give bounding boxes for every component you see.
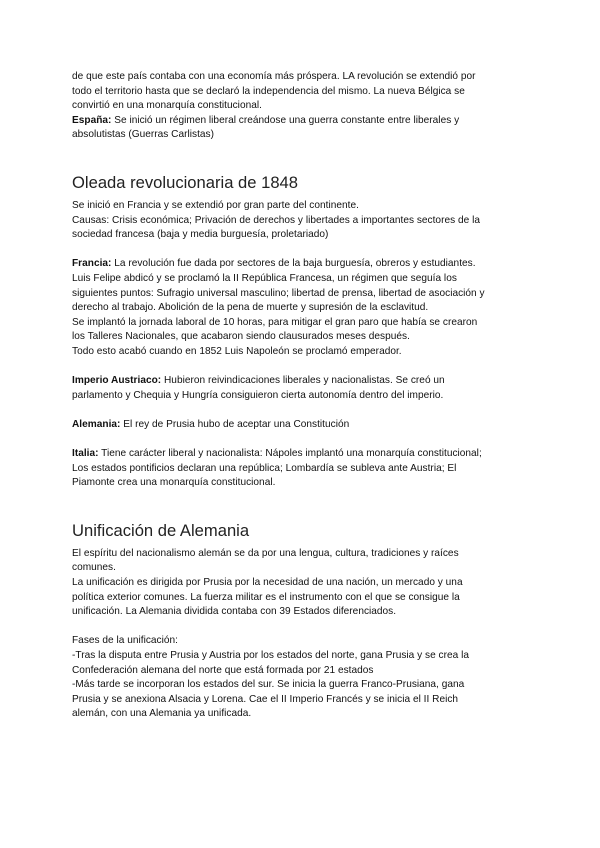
intro-line: de que este país contaba con una economía más próspera. LA revolución se extendió por [72,71,476,82]
italy-label: Italia: [72,448,99,460]
unification-line: El espíritu del nacionalismo alemán se da por una lengua, cultura, tradiciones y raíces [72,547,459,559]
phase-line: -Más tarde se incorporan los estados del sur. Se inicia la guerra Franco-Prusiana, gana [72,679,465,691]
phase-line: alemán, con una Alemania ya unificada. [72,708,252,720]
spain-label: España: [72,114,112,126]
phase-line: Prusia y se anexiona Alsacia y Lorena. Cae el II Imperio Francés y se inicia el II Reich [72,693,459,705]
phases-label: Fases de la unificación: [72,635,178,647]
austria-line: parlamento y Chequia y Hungría consiguieron cierta autonomía dentro del imperio. [72,389,444,401]
spain-paragraph [72,114,532,129]
germany-paragraph [72,418,532,433]
document-content [72,70,532,722]
austria-paragraph [72,374,532,389]
france-label: Francia: [72,258,112,270]
italy-text: Tiene carácter liberal y nacionalista: Nápoles implantó una monarquía constitucional; [98,448,482,460]
austria-text: Hubieron reivindicaciones liberales y nacionalistas. Se creó un [161,375,445,387]
unification-line: comunes. [72,562,116,574]
italy-line: Los estados pontificios declaran una república; Lombardía se subleva ante Austria; El [72,462,457,474]
italy-line: Piamonte crea una monarquía constitucional. [72,477,276,489]
austria-label: Imperio Austriaco: [72,375,162,387]
france-paragraph [72,257,532,272]
unification-line: unificación. La Alemania dividida contaba con 39 Estados diferenciados. [72,606,397,618]
france-line: derecho al trabajo. Abolición de la pena de muerte y supresión de la esclavitud. [72,302,429,314]
section-line: Causas: Crisis económica; Privación de derechos y libertades a importantes sectores de la [72,214,480,226]
germany-text: El rey de Prusia hubo de aceptar una Constitución [120,418,350,430]
spain-text: Se inició un régimen liberal creándose una guerra constante entre liberales y [111,114,460,126]
intro-line: todo el territorio hasta que se declaró la independencia del mismo. La nueva Bélgica se [72,85,465,97]
france-line: los Talleres Nacionales, que acabaron siendo clausurados meses después. [72,331,410,343]
unification-line: La unificación es dirigida por Prusia por la necesidad de una nación, un mercado y una [72,577,463,589]
france-text: La revolución fue dada por sectores de la baja burguesía, obreros y estudiantes. [111,258,476,270]
section-line: Se inició en Francia y se extendió por gran parte del continente. [72,199,359,211]
italy-paragraph [72,447,532,462]
section-heading-1848: Oleada revolucionaria de 1848 [72,172,299,192]
phase-line: -Tras la disputa entre Prusia y Austria por los estados del norte, gana Prusia y se crea la [72,650,469,661]
france-line: Se implantó la jornada laboral de 10 horas, para mitigar el gran paro que había se crearon [72,316,478,328]
section-line: sociedad francesa (baja y media burguesía, proletariado) [72,229,329,241]
unification-line: política exterior comunes. La fuerza militar es el instrumento con el que se consigue la [72,591,460,603]
france-line: Todo esto acabó cuando en 1852 Luis Napoleón se proclamó emperador. [72,345,402,357]
france-line: siguientes puntos: Sufragio universal masculino; libertad de prensa, libertad de asociación y [72,287,485,299]
phase-line: Confederación alemana del norte que está formada por 21 estados [72,664,374,676]
spain-line: absolutistas (Guerras Carlistas) [72,129,214,141]
section-heading-unification: Unificación de Alemania [72,520,250,540]
germany-label: Alemania: [72,418,121,430]
france-line: Luis Felipe abdicó y se proclamó la II República Francesa, un régimen que seguía los [72,272,457,284]
intro-line: convirtió en una monarquía constitucional. [72,100,262,112]
